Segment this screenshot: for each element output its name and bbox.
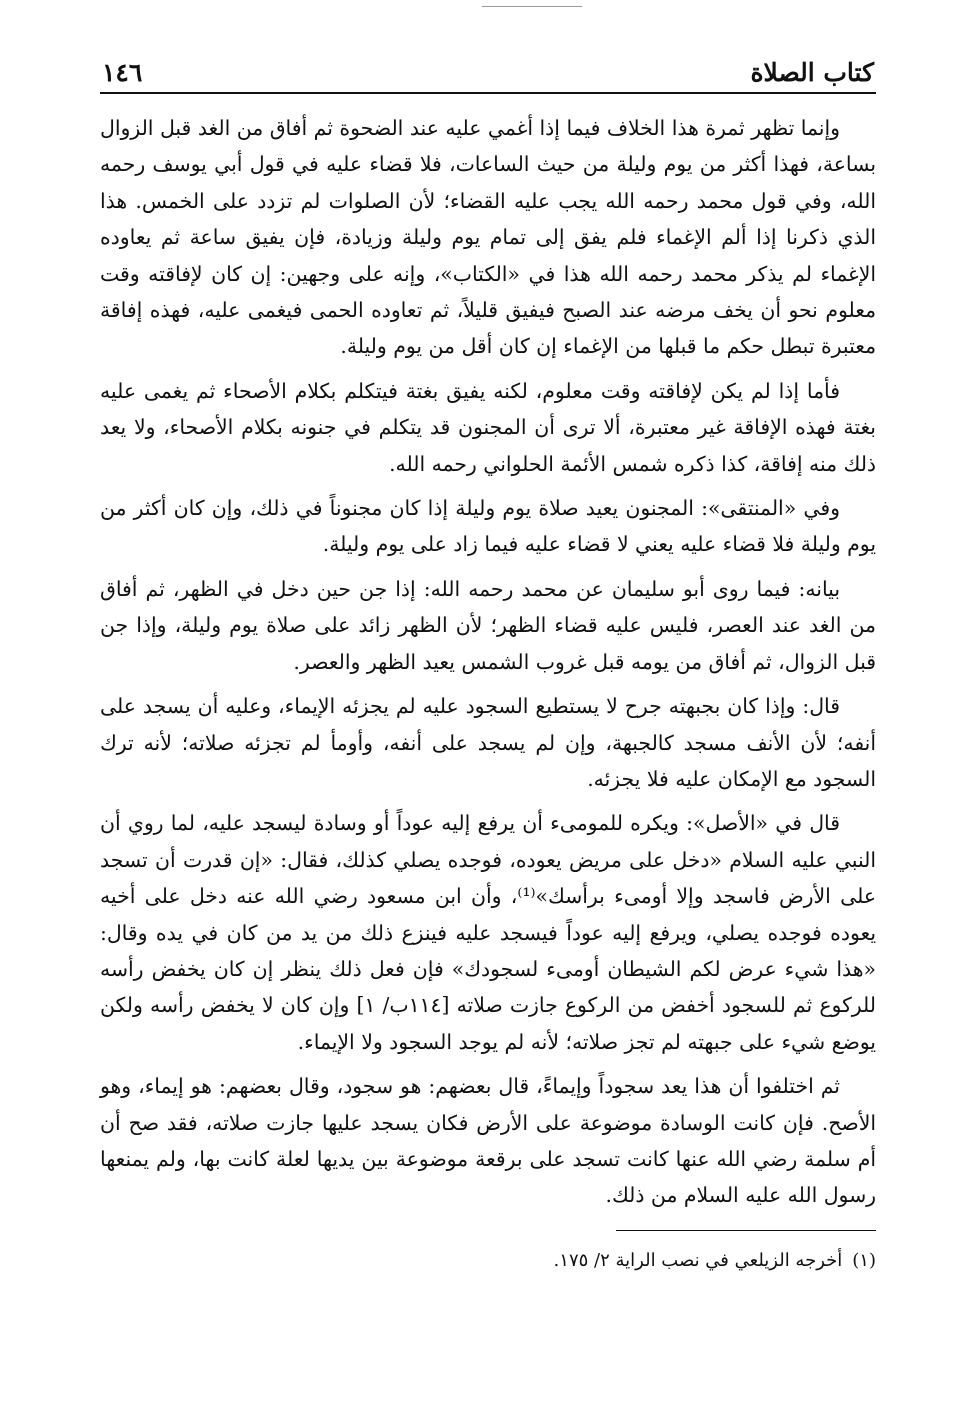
main-text [100, 110, 876, 1214]
footnote-divider [616, 1230, 876, 1231]
paragraph: وإنما تظهر ثمرة هذا الخلاف فيما إذا أغمي عليه عند الضحوة ثم أفاق من الغد قبل الزوال بساعة، فهذا أكثر من يوم وليلة من حيث الساعات، فلا قضاء عليه في قول أبي يوسف رحمه الله، وفي قول محمد رحمه الله يجب عليه القضاء؛ لأن الصلوات لم تزدد على الخمس. هذا الذي ذكرنا إذا ألم الإغماء فلم يفق إلى تمام يوم وليلة وزيادة، فإن يفيق ساعة ثم يعاوده الإغماء لم يذكر محمد رحمه الله هذا في «الكتاب»، وإنه على وجهين: إن كان لإفاقته وقت معلوم نحو أن يخف مرضه عند الصبح فيفيق قليلاً، ثم تعاوده الحمى فيغمى عليه، فهذه إفاقة معتبرة تبطل حكم ما قبلها من الإغماء إن كان أقل من يوم وليلة. [100, 116, 876, 359]
scan-edge-mark [482, 6, 582, 7]
paragraph: بيانه: فيما روى أبو سليمان عن محمد رحمه الله: إذا جن حين دخل في الظهر، ثم أفاق من الغد عند العصر، فليس عليه قضاء الظهر؛ لأن الظهر زائد على صلاة يوم وليلة، وإذا جن قبل الزوال، ثم أفاق من يومه قبل غروب الشمس يعيد الظهر والعصر. [100, 576, 876, 674]
book-page [100, 58, 876, 1275]
footnote-marker: (١) [852, 1249, 876, 1271]
paragraph: فأما إذا لم يكن لإفاقته وقت معلوم، لكنه يفيق بغتة فيتكلم بكلام الأصحاء ثم يغمى عليه بغتة فهذه الإفاقة غير معتبرة، ألا ترى أن المجنون قد يتكلم في جنونه بكلام الأصحاء، ولا يعد ذلك منه إفاقة، كذا ذكره شمس الأئمة الحلواني رحمه الله. [100, 378, 876, 476]
page-number: ١٤٦ [102, 58, 143, 87]
footnote [100, 1247, 876, 1275]
page-header [100, 58, 876, 94]
paragraph: قال: وإذا كان بجبهته جرح لا يستطيع السجود عليه لم يجزئه الإيماء، وعليه أن يسجد على أنفه؛ لأن الأنف مسجد كالجبهة، وإن لم يسجد على أنفه، وأومأ لم تجزئه صلاته؛ لأنه ترك السجود مع الإمكان عليه فلا يجزئه. [100, 694, 876, 791]
paragraph: قال في «الأصل»: ويكره للمومىء أن يرفع إليه عوداً أو وسادة ليسجد عليه، لما روي أن النبي عليه السلام «دخل على مريض يعوده، فوجده يصلي كذلك، فقال: «إن قدرت أن تسجد على الأرض فاسجد وإلا أومىء برأسك»⁽¹⁾، وأن ابن مسعود رضي الله عنه دخل على أخيه يعوده فوجده يصلي، ويرفع إليه عوداً فيسجد عليه فينزع ذلك من يد من كان في يده وقال: «هذا شيء عرض لكم الشيطان أومىء لسجودك» فإن فعل ذلك ينظر إن كان يخفض رأسه للركوع ثم للسجود أخفض من الركوع جازت صلاته [١١٤ب/ ١] وإن كان لا يخفض رأسه ولكن يوضع شيء على جبهته لم تجز صلاته؛ لأنه لم يوجد السجود ولا الإيماء. [100, 811, 876, 1054]
paragraph: وفي «المنتقى»: المجنون يعيد صلاة يوم وليلة إذا كان مجنوناً في ذلك، وإن كان أكثر من يوم وليلة فلا قضاء عليه يعني لا قضاء عليه فيما زاد على يوم وليلة. [100, 496, 876, 557]
chapter-title: كتاب الصلاة [750, 58, 874, 87]
paragraph: ثم اختلفوا أن هذا يعد سجوداً وإيماءً، قال بعضهم: هو سجود، وقال بعضهم: هو إيماء، وهو الأصح. فإن كانت الوسادة موضوعة على الأرض فكان يسجد عليها جازت صلاته، فقد صح أن أم سلمة رضي الله عنها كانت تسجد على برقعة موضوعة بين يديها لعلة كانت بها، ولم يمنعها رسول الله عليه السلام من ذلك. [100, 1074, 876, 1208]
footnote-text: أخرجه الزيلعي في نصب الراية ٢/ ١٧٥. [553, 1249, 843, 1271]
